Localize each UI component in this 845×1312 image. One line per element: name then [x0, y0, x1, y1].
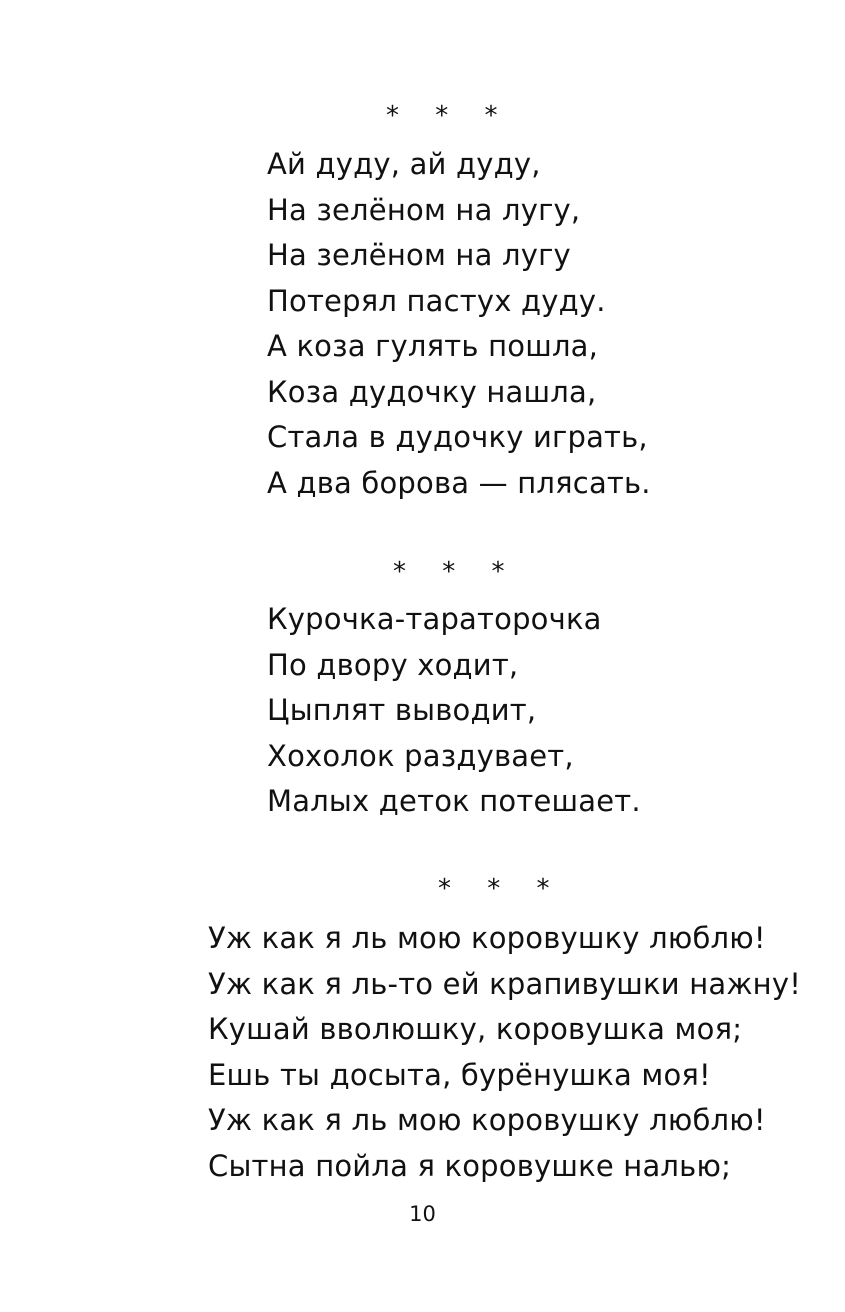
poem-line: Ешь ты досыта, бурёнушка моя! [208, 1057, 711, 1092]
poem-line: Цыплят выводит, [267, 693, 537, 727]
poem-line: Потерял пастух дуду. [267, 283, 606, 318]
poem-line: На зелёном на лугу [267, 238, 571, 272]
poem-line: На зелёном на лугу, [267, 192, 581, 227]
poem-line: По двору ходит, [267, 647, 519, 682]
page-number: 10 [409, 1202, 436, 1226]
poem-stanza [208, 916, 801, 1189]
section-separator: * * * [393, 557, 519, 587]
section-separator: * * * [386, 101, 512, 131]
poem-line: Уж как я ль мою коровушку люблю! [208, 1103, 766, 1137]
poem-line: А два борова — плясать. [267, 465, 651, 500]
poem-stanza [267, 597, 641, 825]
poem-line: Сытна пойла я коровушке налью; [208, 1148, 732, 1183]
poem-stanza [267, 142, 651, 506]
poem-line: Кушай вволюшку, коровушка моя; [208, 1012, 743, 1046]
poem-line: Уж как я ль мою коровушку люблю! [208, 921, 766, 955]
poem-line: А коза гулять пошла, [267, 329, 599, 363]
poem-line: Уж как я ль-то ей крапивушки нажну! [208, 966, 802, 1001]
poem-line: Коза дудочку нашла, [267, 374, 597, 409]
poem-line: Хохолок раздувает, [267, 738, 574, 773]
section-separator: * * * [438, 874, 564, 904]
poem-line: Курочка-тараторочка [267, 602, 602, 636]
poem-line: Ай дуду, ай дуду, [267, 147, 541, 181]
poem-line: Стала в дудочку играть, [267, 420, 648, 454]
poem-line: Малых деток потешает. [267, 784, 641, 818]
